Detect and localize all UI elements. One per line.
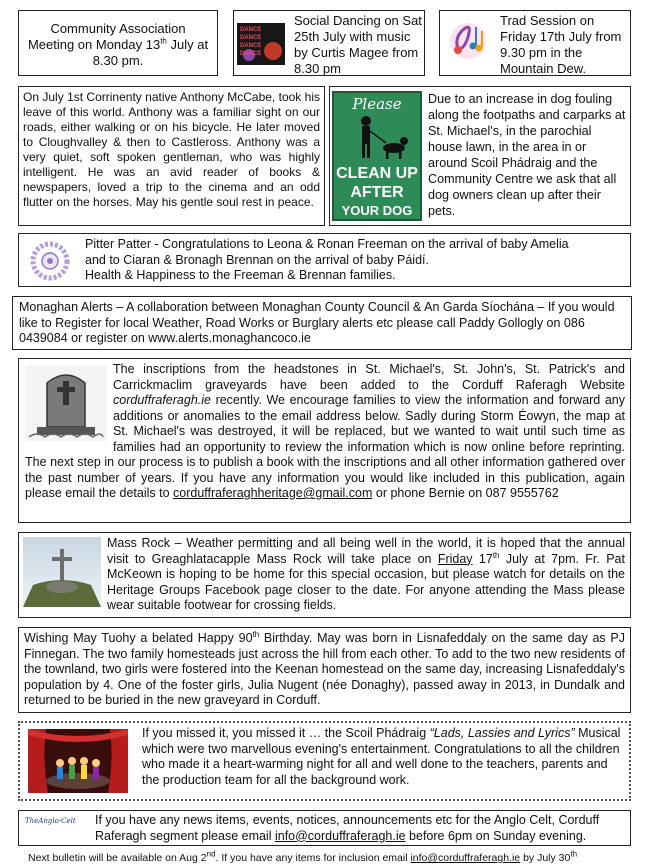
footer-note: Next bulletin will be available on Aug 2nd. If you have any items for inclusion email info@corduffraferagh.ie by July 30th xyxy=(28,849,578,864)
dance-poster-image: DANCE DANCE DANCE DANCE xyxy=(237,23,285,65)
mass-rock-cross-image xyxy=(23,537,101,607)
community-meeting-box xyxy=(18,10,218,76)
monaghan-alerts-text: Monaghan Alerts – A collaboration between Monaghan County Council & An Garda Síochána – If you would like to Register for local Weather, Road Works or Burglary alerts etc please call Paddy Gollogly on 086 0439084 or register on www.alerts.monaghancoco.ie xyxy=(19,300,615,345)
musical-text: If you missed it, you missed it … the Scoil Phádraig “Lads, Lassies and Lyrics” Musical which were two marvellous evening's entertainment. Congratulations to all the children who made it a heart-warming night for all and well done to the teachers, parents and the production team for all the background work. xyxy=(142,726,621,787)
anglo-celt-box xyxy=(18,810,631,846)
baby-pacifier-icon xyxy=(29,240,71,282)
heritage-text-full: The inscriptions from the headstones in St. Michael's, St. John's, St. Patrick's and Carrickmaclim graveyards have been added to the Corduff Raferagh Website corduffraferagh.ie recently. We encourage families to view the information and forward any additions or anomalies to the email address below. Sadly during Storm Éowyn, the map at St. Michael's was destroyed, it will be replaced, but we wanted to wait until such time as families had an opportunity to review the information which is now online before reprinting. The next step in our process is to publish a book with the inscriptions and all other information gathered over the past number of years. If you have any information you would like included in this publication, again please email the details to corduffraferaghheritage@gmail.com or phone Bernie on 087 9555762 xyxy=(25,362,625,500)
obituary-text: On July 1st Corrinenty native Anthony McCabe, took his leave of this world. Anthony was a familiar sight on our roads, either walking or on his bicycle. He later moved to Cloughvalley & then to Castleross. Anthony was a very quiet, soft spoken gentleman, who was highly intelligent. He was an avid reader of books & newspapers, loved a trip to the cinema and an odd flutter on the horses. May his gentle soul rest in peace. xyxy=(23,90,320,209)
anglo-celt-email-link[interactable]: info@corduffraferagh.ie xyxy=(274,828,406,843)
mass-rock-box xyxy=(18,532,631,618)
clean-up-dog-sign: Please CLEAN UP AFTER YOUR DOG xyxy=(332,91,422,221)
trad-session-box xyxy=(439,10,631,76)
person-walking-dog-icon xyxy=(344,115,410,161)
anglo-celt-logo: TheAnglo-Celt xyxy=(25,817,76,825)
trad-session-text: Trad Session on Friday 17th July from 9.30 pm in the Mountain Dew. xyxy=(500,13,622,76)
birthday-text: Wishing May Tuohy a belated Happy 90th Birthday. May was born in Lisnafeddaly on the same day as PJ Finnegan. The two family homesteads just across the hill from each other. To add to the two new residents of the townland, two girls were fostered into the Keenan homestead on the same day, increasing Lisnafeddaly's population by 4. One of the foster girls, Julia Nugent (née Donaghy), passed away in 2013, in Dundalk and returned to be buried in the new graveyard in Corduff. xyxy=(24,629,625,707)
pitter-patter-box xyxy=(18,233,631,287)
heritage-website-link[interactable]: corduffraferagh.ie xyxy=(113,393,211,407)
mass-rock-text: Mass Rock – Weather permitting and all being well in the world, it is hoped that the annual visit to Greaghlatacapple Mass Rock will take place on Friday 17th July at 7pm. Fr. Pat McKeown is hoping to be home for this special occasion, but please watch for details on the Heritage Groups Facebook page closer to the date. For anyone attending the Mass please wear suitable footwear for crossing fields. xyxy=(107,536,625,612)
community-meeting-text: Community Association Meeting on Monday 13th July at 8.30 pm. xyxy=(27,21,209,68)
social-dancing-text: Social Dancing on Sat 25th July with music by Curtis Magee from 8.30 pm xyxy=(294,13,422,76)
footer-email-link[interactable]: info@corduffraferagh.ie xyxy=(410,852,521,864)
dog-fouling-box xyxy=(329,86,631,226)
pitter-patter-text: Pitter Patter - Congratulations to Leona & Ronan Freeman on the arrival of baby Amelia and to Ciaran & Bronagh Brennan on the arrival of baby Páidí. Health & Happiness to the Freeman & Brennan families. xyxy=(85,237,569,282)
obituary-box xyxy=(18,86,325,226)
monaghan-alerts-box xyxy=(12,296,632,350)
heritage-box xyxy=(18,358,631,523)
dog-fouling-text: Due to an increase in dog fouling along the footpaths and carparks at St. Michael's, in the parochial house lawn, in the area in or around Scoil Phádraig and the Community Centre we ask that all dog owners clean up after their pets. xyxy=(428,92,626,218)
theatre-stage-image xyxy=(28,729,128,793)
anglo-celt-text: If you have any news items, events, notices, announcements etc for the Anglo Celt, Corduff Raferagh segment please email info@corduffraferagh.ie before 6pm on Sunday evening. xyxy=(95,813,600,843)
birthday-box xyxy=(18,627,631,713)
heritage-email-link[interactable]: corduffraferaghheritage@gmail.com xyxy=(173,486,373,500)
social-dancing-box xyxy=(233,10,425,76)
musical-box xyxy=(18,721,631,801)
music-notes-icon xyxy=(444,17,492,63)
